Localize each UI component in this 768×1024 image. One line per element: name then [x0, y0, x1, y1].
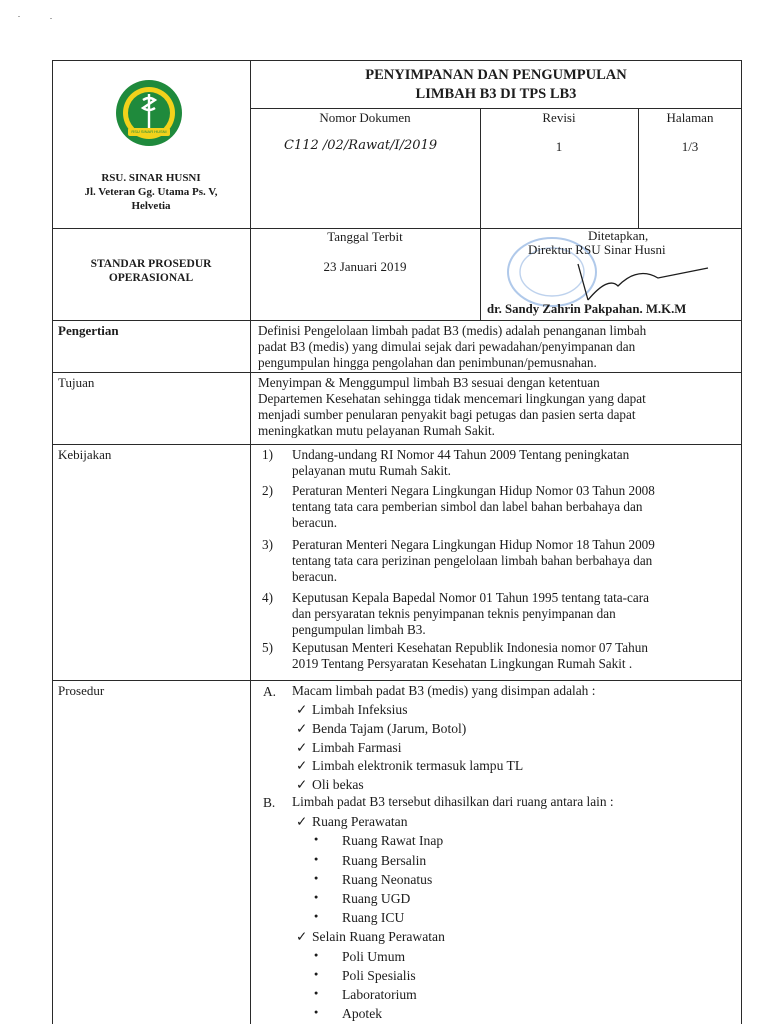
hospital-name: RSU. SINAR HUSNI — [101, 172, 201, 184]
checkmark-icon: ✓ — [296, 777, 308, 792]
doc-number-label: Nomor Dokumen — [319, 110, 411, 125]
sop-label: STANDAR PROSEDUR — [90, 258, 212, 270]
bullet-icon: ● — [314, 989, 319, 997]
kebijakan-item-number: 4) — [262, 590, 273, 605]
waste-type-item: Limbah Farmasi — [312, 740, 402, 755]
prosedur-label: Prosedur — [58, 683, 105, 698]
approved-label: Ditetapkan, — [588, 228, 649, 243]
document-subtitle: LIMBAH B3 DI TPS LB3 — [415, 86, 577, 102]
kebijakan-item-text: Undang-undang RI Nomor 44 Tahun 2009 Tentang peningkatan — [292, 447, 630, 462]
pengertian-text-line: pengumpulan hingga pengolahan dan penimbunan/pemusnahan. — [258, 355, 597, 370]
bullet-icon: ● — [314, 1008, 319, 1016]
sop-label-line2: OPERASIONAL — [108, 272, 194, 284]
kebijakan-item-number: 3) — [262, 537, 273, 552]
kebijakan-item-text: Peraturan Menteri Negara Lingkungan Hidup Nomor 03 Tahun 2008 — [292, 483, 655, 498]
room-item: Ruang Rawat Inap — [342, 833, 444, 848]
label-column-divider — [250, 60, 251, 1024]
sop-divider — [52, 320, 742, 321]
tujuan-label: Tujuan — [58, 375, 95, 390]
bullet-icon: ● — [314, 835, 319, 843]
tujuan-text-line: meningkatkan mutu pelayanan Rumah Sakit. — [258, 423, 495, 438]
room-item: Ruang ICU — [342, 910, 405, 925]
issue-date-label: Tanggal Terbit — [327, 229, 403, 244]
kebijakan-item-number: 2) — [262, 483, 273, 498]
doc-number-value: C112 /02/Rawat/I/2019 — [284, 138, 438, 153]
waste-type-item: Limbah Infeksius — [312, 702, 408, 717]
room-group-title: Ruang Perawatan — [312, 814, 408, 829]
kebijakan-item-text: tentang tata cara perizinan pengelolaan limbah bahan berbahaya dan — [292, 553, 653, 568]
kebijakan-item-text: Keputusan Kepala Bapedal Nomor 01 Tahun 1995 tentang tata-cara — [292, 590, 649, 605]
prosedur-a-text: Macam limbah padat B3 (medis) yang disimpan adalah : — [292, 683, 596, 698]
checkmark-icon: ✓ — [296, 814, 308, 829]
halaman-column-divider — [638, 108, 639, 228]
checkmark-icon: ✓ — [296, 740, 308, 755]
bullet-icon: ● — [314, 855, 319, 863]
pengertian-text-line: Definisi Pengelolaan limbah padat B3 (medis) adalah penanganan limbah — [258, 323, 647, 338]
hospital-address: Jl. Veteran Gg. Utama Ps. V, — [84, 186, 218, 198]
page-label: Halaman — [666, 110, 714, 125]
checkmark-icon: ✓ — [296, 702, 308, 717]
kebijakan-item-text: dan persyaratan teknis penyimpanan teknis penyimpanan dan — [292, 606, 616, 621]
checkmark-icon: ✓ — [296, 758, 308, 773]
pengertian-text-line: padat B3 (medis) yang dimulai sejak dari pewadahan/penyimpanan dan — [258, 339, 636, 354]
pengertian-label: Pengertian — [58, 323, 119, 338]
hospital-address-city: Helvetia — [131, 200, 171, 212]
kebijakan-item-text: pelayanan mutu Rumah Sakit. — [292, 463, 451, 478]
kebijakan-divider — [52, 680, 742, 681]
kebijakan-item-number: 1) — [262, 447, 273, 462]
room-item: Ruang UGD — [342, 891, 411, 906]
kebijakan-item-text: 2019 Tentang Persyaratan Kesehatan Lingkungan Rumah Sakit . — [292, 656, 633, 671]
prosedur-b-marker: B. — [263, 795, 276, 810]
scan-mark: . — [18, 10, 20, 19]
signature-icon — [548, 256, 718, 306]
checkmark-icon: ✓ — [296, 721, 308, 736]
kebijakan-item-text: beracun. — [292, 569, 338, 584]
scan-mark: . — [50, 12, 52, 21]
waste-type-item: Limbah elektronik termasuk lampu TL — [312, 758, 524, 773]
bullet-icon: ● — [314, 874, 319, 882]
bullet-icon: ● — [314, 893, 319, 901]
bullet-icon: ● — [314, 912, 319, 920]
tujuan-text-line: menjadi sumber penularan penyakit bagi petugas dan pasien serta dapat — [258, 407, 636, 422]
kebijakan-item-text: Keputusan Menteri Kesehatan Republik Indonesia nomor 07 Tahun — [292, 640, 648, 655]
room-item: Apotek — [342, 1006, 383, 1021]
room-item: Ruang Neonatus — [342, 872, 433, 887]
hospital-logo-icon — [114, 78, 184, 148]
room-item: Poli Umum — [342, 949, 406, 964]
pengertian-divider — [52, 372, 742, 373]
room-group-title: Selain Ruang Perawatan — [312, 929, 445, 944]
kebijakan-item-text: beracun. — [292, 515, 338, 530]
kebijakan-label: Kebijakan — [58, 447, 112, 462]
bullet-icon: ● — [314, 970, 319, 978]
bullet-icon: ● — [314, 951, 319, 959]
room-item: Ruang Bersalin — [342, 853, 427, 868]
waste-type-item: Oli bekas — [312, 777, 364, 792]
revision-label: Revisi — [542, 110, 576, 125]
page-value: 1/3 — [681, 139, 699, 154]
approver-name: dr. Sandy Zahrin Pakpahan. M.K.M — [487, 302, 687, 316]
room-item: Laboratorium — [342, 987, 417, 1002]
kebijakan-item-number: 5) — [262, 640, 273, 655]
kebijakan-item-text: tentang tata cara pemberian simbol dan label bahan berbahaya dan — [292, 499, 643, 514]
prosedur-b-text: Limbah padat B3 tersebut dihasilkan dari ruang antara lain : — [292, 794, 614, 809]
room-item: Poli Spesialis — [342, 968, 416, 983]
tujuan-text-line: Menyimpan & Menggumpul limbah B3 sesuai dengan ketentuan — [258, 375, 600, 390]
approver-title: Direktur RSU Sinar Husni — [528, 242, 666, 257]
kebijakan-item-text: Peraturan Menteri Negara Lingkungan Hidup Nomor 18 Tahun 2009 — [292, 537, 655, 552]
tujuan-text-line: Departemen Kesehatan sehingga tidak mencemari lingkungan yang dapat — [258, 391, 646, 406]
issue-date-value: 23 Januari 2019 — [323, 259, 407, 274]
checkmark-icon: ✓ — [296, 929, 308, 944]
tujuan-divider — [52, 444, 742, 445]
revision-value: 1 — [555, 139, 563, 154]
logo-banner-text: RSU SINAR HUSNI — [131, 129, 167, 134]
kebijakan-item-text: pengumpulan limbah B3. — [292, 622, 426, 637]
prosedur-a-marker: A. — [263, 684, 277, 699]
title-divider — [250, 108, 742, 109]
document-title: PENYIMPANAN DAN PENGUMPULAN — [365, 67, 627, 83]
waste-type-item: Benda Tajam (Jarum, Botol) — [312, 721, 467, 736]
